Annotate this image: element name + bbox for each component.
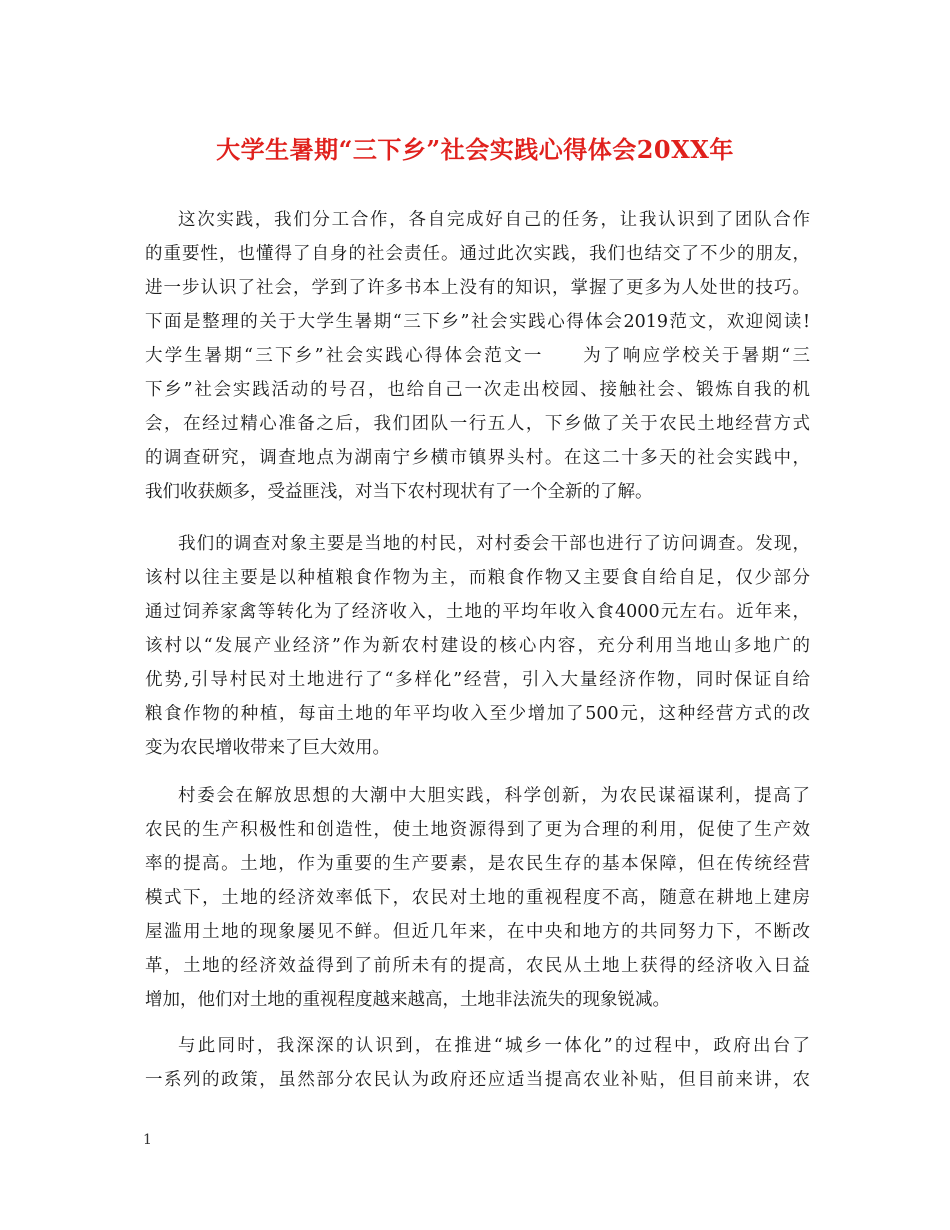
text-line: 粮食作物的种植，每亩土地的年平均收入至少增加了500元，这种经营方式的改 <box>145 704 810 724</box>
text-line: 增加，他们对土地的重视程度越来越高，土地非法流失的现象锐减。 <box>145 990 670 1010</box>
text-line: 下面是整理的关于大学生暑期“三下乡”社会实践心得体会2019范文，欢迎阅读! <box>145 312 810 332</box>
text-line: 与此同时，我深深的认识到，在推进“城乡一体化”的过程中，政府出台了 <box>178 1036 810 1056</box>
document-title: 大学生暑期“三下乡”社会实践心得体会20XX年 <box>216 135 734 164</box>
text-line: 率的提高。土地，作为重要的生产要素，是农民生存的基本保障，但在传统经营 <box>145 854 810 874</box>
text-line: 会，在经过精心准备之后，我们团队一行五人，下乡做了关于农民土地经营方式 <box>145 414 810 434</box>
text-line: 农民的生产积极性和创造性，使土地资源得到了更为合理的利用，促使了生产效 <box>145 820 810 840</box>
text-line: 这次实践，我们分工合作，各自完成好自己的任务，让我认识到了团队合作 <box>178 210 810 230</box>
text-line: 模式下，土地的经济效率低下，农民对土地的重视程度不高，随意在耕地上建房 <box>145 888 810 908</box>
text-line: 革，土地的经济效益得到了前所未有的提高，农民从土地上获得的经济收入日益 <box>145 956 810 976</box>
text-line: 变为农民增收带来了巨大效用。 <box>145 738 390 758</box>
text-line: 该村以“发展产业经济”作为新农村建设的核心内容，充分利用当地山多地广的 <box>145 636 810 656</box>
text-line: 的调查研究，调查地点为湖南宁乡横市镇界头村。在这二十多天的社会实践中， <box>145 448 810 468</box>
page-number: 1 <box>143 1132 152 1148</box>
text-line: 该村以往主要是以种植粮食作物为主，而粮食作物又主要食自给自足，仅少部分 <box>145 568 810 588</box>
text-line: 我们收获颇多，受益匪浅，对当下农村现状有了一个全新的了解。 <box>145 482 653 502</box>
text-line: 我们的调查对象主要是当地的村民，对村委会干部也进行了访问调查。发现， <box>178 534 810 554</box>
text-line: 大学生暑期“三下乡”社会实践心得体会范文一 为了响应学校关于暑期“三 <box>145 346 810 366</box>
text-line: 的重要性，也懂得了自身的社会责任。通过此次实践，我们也结交了不少的朋友， <box>145 244 810 264</box>
text-line: 下乡”社会实践活动的号召，也给自己一次走出校园、接触社会、锻炼自我的机 <box>145 380 810 400</box>
text-line: 屋滥用土地的现象屡见不鲜。但近几年来，在中央和地方的共同努力下，不断改 <box>145 922 810 942</box>
text-line: 优势,引导村民对土地进行了“多样化”经营，引入大量经济作物，同时保证自给 <box>145 670 810 690</box>
text-line: 进一步认识了社会，学到了许多书本上没有的知识，掌握了更多为人处世的技巧。 <box>145 278 810 298</box>
text-line: 一系列的政策，虽然部分农民认为政府还应适当提高农业补贴，但目前来讲，农 <box>145 1070 810 1090</box>
text-line: 通过饲养家禽等转化为了经济收入，土地的平均年收入食4000元左右。近年来， <box>145 602 810 622</box>
text-line: 村委会在解放思想的大潮中大胆实践，科学创新，为农民谋福谋利，提高了 <box>178 786 810 806</box>
